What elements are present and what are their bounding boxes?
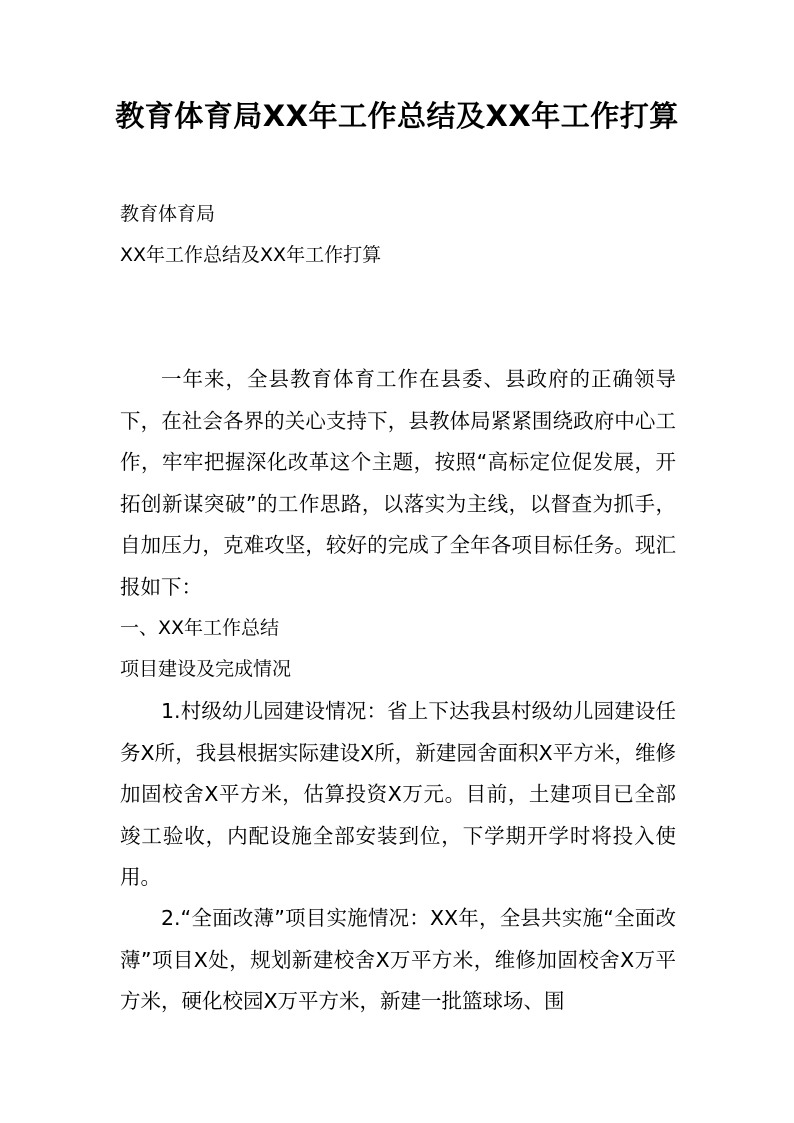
subtitle-line-1: 教育体育局 xyxy=(120,203,216,225)
intro-paragraph: 一年来，全县教育体育工作在县委、县政府的正确领导下，在社会各界的关心支持下，县教体局紧紧围绕政府中心工作，牢牢把握深化改革这个主题，按照“高标定位促发展，开拓创新谋突破”的工作思路，以落实为主线，以督查为抓手，自加压力，克难攻坚，较好的完成了全年各项目标任务。现汇报如下： xyxy=(120,367,676,599)
subsection-heading: 项目建设及完成情况 xyxy=(120,658,292,680)
section-heading: 一、XX年工作总结 xyxy=(120,617,280,639)
item-1-paragraph: 1.村级幼儿园建设情况：省上下达我县村级幼儿园建设任务X所，我县根据实际建设X所，新建园舍面积X平方米，维修加固校舍X平方米，估算投资X万元。目前，土建项目已全部竣工验收，内配设施全部安装到位，下学期开学时将投入使用。 xyxy=(120,699,676,889)
item-2-paragraph: 2.“全面改薄”项目实施情况：XX年，全县共实施“全面改薄”项目X处，规划新建校舍X万平方米，维修加固校舍X万平方米，硬化校园X万平方米，新建一批篮球场、围 xyxy=(120,906,676,1013)
document-title: 教育体育局XX年工作总结及XX年工作打算 xyxy=(115,99,679,133)
subtitle-line-2: XX年工作总结及XX年工作打算 xyxy=(120,244,382,266)
